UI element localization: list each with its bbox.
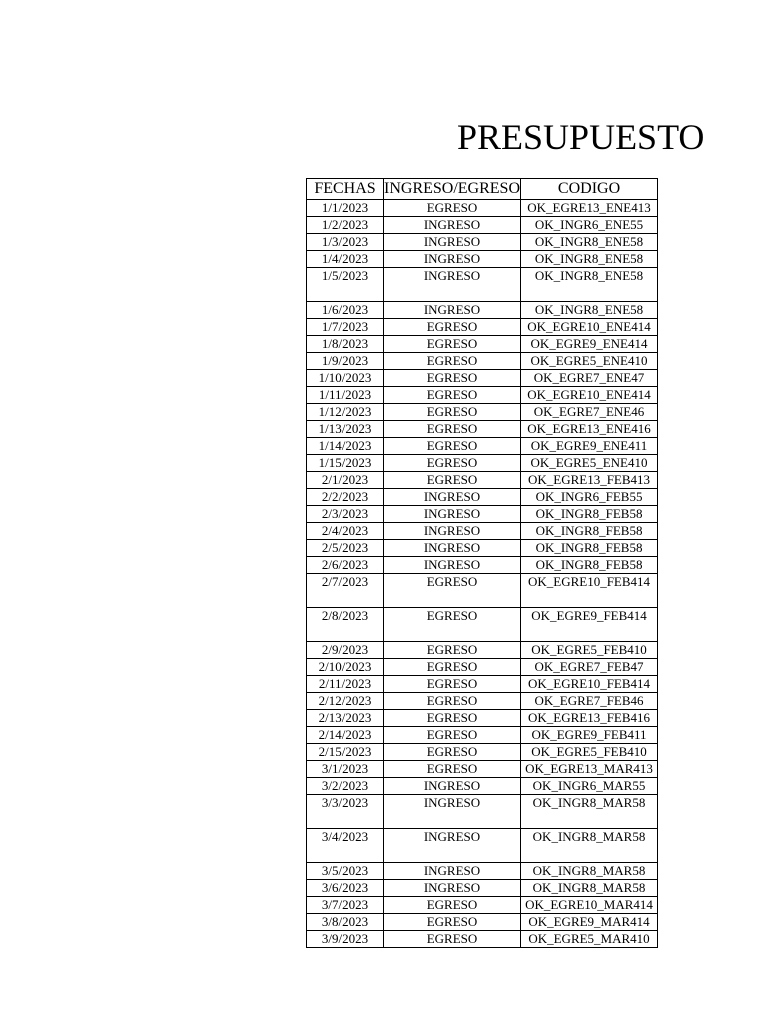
cell-fecha-text: 1/1/2023: [321, 200, 369, 215]
cell-codigo-text: OK_EGRE10_FEB414: [527, 676, 651, 691]
cell-fecha: [307, 234, 384, 251]
cell-codigo-text: OK_INGR8_MAR58: [532, 863, 646, 878]
table-row: [307, 489, 658, 506]
cell-fecha-text: 1/15/2023: [318, 455, 372, 470]
cell-codigo-text: OK_INGR8_MAR58: [532, 829, 646, 844]
cell-tipo: [384, 931, 521, 948]
cell-tipo: [384, 506, 521, 523]
cell-fecha: [307, 319, 384, 336]
cell-fecha-text: 1/8/2023: [321, 336, 369, 351]
table-row: [307, 931, 658, 948]
cell-codigo-text: OK_INGR8_FEB58: [535, 506, 643, 521]
cell-tipo: [384, 251, 521, 268]
table-row: [307, 370, 658, 387]
cell-codigo-text: OK_INGR8_FEB58: [535, 557, 643, 572]
cell-tipo-text: INGRESO: [423, 863, 481, 878]
cell-codigo: [521, 744, 658, 761]
cell-fecha-text: 2/13/2023: [318, 710, 372, 725]
cell-tipo: [384, 761, 521, 778]
cell-fecha: [307, 693, 384, 710]
cell-codigo: [521, 336, 658, 353]
cell-fecha: [307, 676, 384, 693]
cell-fecha: [307, 897, 384, 914]
cell-tipo: [384, 574, 521, 608]
cell-tipo-text: EGRESO: [426, 438, 478, 453]
cell-tipo: [384, 744, 521, 761]
cell-fecha: [307, 404, 384, 421]
cell-fecha-text: 2/1/2023: [321, 472, 369, 487]
table-row: [307, 302, 658, 319]
cell-codigo-text: OK_INGR6_FEB55: [535, 489, 643, 504]
cell-tipo-text: EGRESO: [426, 931, 478, 946]
cell-codigo-text: OK_INGR8_FEB58: [535, 540, 643, 555]
cell-tipo-text: EGRESO: [426, 404, 478, 419]
cell-tipo-text: INGRESO: [423, 778, 481, 793]
table-row: [307, 659, 658, 676]
cell-codigo: [521, 914, 658, 931]
cell-codigo-text: OK_EGRE5_ENE410: [530, 353, 648, 368]
table-row: [307, 404, 658, 421]
cell-codigo-text: OK_EGRE13_FEB416: [527, 710, 651, 725]
table-row: [307, 217, 658, 234]
cell-fecha-text: 3/3/2023: [321, 795, 369, 810]
cell-tipo-text: EGRESO: [426, 387, 478, 402]
cell-fecha-text: 1/13/2023: [318, 421, 372, 436]
header-tipo: [384, 179, 521, 200]
cell-tipo: [384, 404, 521, 421]
page-title: PRESUPUESTO: [457, 117, 705, 157]
cell-tipo-text: EGRESO: [426, 897, 478, 912]
cell-tipo: [384, 880, 521, 897]
cell-codigo: [521, 778, 658, 795]
cell-tipo: [384, 489, 521, 506]
cell-fecha: [307, 472, 384, 489]
cell-fecha: [307, 574, 384, 608]
cell-codigo-text: OK_EGRE10_FEB414: [527, 574, 651, 589]
cell-codigo: [521, 710, 658, 727]
cell-tipo: [384, 319, 521, 336]
cell-codigo-text: OK_EGRE13_FEB413: [527, 472, 651, 487]
cell-tipo: [384, 336, 521, 353]
cell-tipo: [384, 353, 521, 370]
header-fecha-label: FECHAS: [314, 180, 376, 197]
cell-tipo: [384, 268, 521, 302]
cell-fecha-text: 3/5/2023: [321, 863, 369, 878]
cell-codigo: [521, 693, 658, 710]
cell-fecha-text: 3/4/2023: [321, 829, 369, 844]
cell-codigo: [521, 302, 658, 319]
cell-codigo: [521, 863, 658, 880]
cell-codigo-text: OK_INGR8_MAR58: [532, 795, 646, 810]
cell-tipo-text: EGRESO: [426, 608, 478, 623]
cell-codigo-text: OK_EGRE7_FEB46: [534, 693, 644, 708]
cell-codigo-text: OK_INGR8_ENE58: [534, 251, 644, 266]
cell-codigo: [521, 200, 658, 217]
cell-tipo: [384, 897, 521, 914]
cell-fecha: [307, 557, 384, 574]
cell-fecha: [307, 200, 384, 217]
cell-tipo-text: INGRESO: [423, 540, 481, 555]
cell-tipo-text: INGRESO: [423, 557, 481, 572]
cell-fecha: [307, 302, 384, 319]
table-row: [307, 251, 658, 268]
cell-codigo-text: OK_EGRE5_FEB410: [531, 642, 647, 657]
table-row: [307, 319, 658, 336]
cell-fecha: [307, 829, 384, 863]
cell-codigo-text: OK_EGRE10_ENE414: [527, 319, 651, 334]
cell-tipo: [384, 829, 521, 863]
cell-tipo-text: EGRESO: [426, 710, 478, 725]
table-row: [307, 829, 658, 863]
cell-tipo: [384, 914, 521, 931]
cell-tipo: [384, 778, 521, 795]
header-row: [307, 179, 658, 200]
cell-fecha: [307, 353, 384, 370]
cell-fecha: [307, 914, 384, 931]
cell-tipo: [384, 370, 521, 387]
cell-tipo: [384, 302, 521, 319]
cell-fecha: [307, 710, 384, 727]
cell-tipo: [384, 472, 521, 489]
cell-tipo-text: EGRESO: [426, 336, 478, 351]
cell-codigo: [521, 897, 658, 914]
cell-codigo: [521, 659, 658, 676]
cell-fecha-text: 2/14/2023: [318, 727, 372, 742]
cell-tipo-text: EGRESO: [426, 472, 478, 487]
cell-codigo-text: OK_EGRE9_ENE411: [530, 438, 648, 453]
cell-tipo: [384, 693, 521, 710]
table-row: [307, 200, 658, 217]
cell-tipo-text: EGRESO: [426, 761, 478, 776]
table-row: [307, 608, 658, 642]
cell-codigo: [521, 574, 658, 608]
cell-codigo-text: OK_EGRE10_MAR414: [525, 897, 653, 912]
cell-fecha-text: 1/3/2023: [321, 234, 369, 249]
cell-fecha: [307, 506, 384, 523]
cell-tipo: [384, 540, 521, 557]
table-row: [307, 540, 658, 557]
table-row: [307, 778, 658, 795]
cell-codigo: [521, 795, 658, 829]
header-fecha: [307, 179, 384, 200]
cell-codigo-text: OK_INGR6_ENE55: [534, 217, 644, 232]
cell-codigo: [521, 676, 658, 693]
cell-tipo: [384, 642, 521, 659]
cell-codigo-text: OK_EGRE5_ENE410: [530, 455, 648, 470]
cell-codigo-text: OK_EGRE5_MAR410: [528, 931, 650, 946]
cell-codigo: [521, 540, 658, 557]
table-row: [307, 897, 658, 914]
cell-tipo-text: INGRESO: [423, 506, 481, 521]
cell-fecha: [307, 761, 384, 778]
cell-codigo-text: OK_EGRE13_ENE413: [527, 200, 651, 215]
cell-codigo-text: OK_INGR8_FEB58: [535, 523, 643, 538]
cell-fecha-text: 1/6/2023: [321, 302, 369, 317]
cell-fecha-text: 2/7/2023: [321, 574, 369, 589]
cell-codigo-text: OK_EGRE9_ENE414: [530, 336, 648, 351]
cell-fecha: [307, 778, 384, 795]
cell-codigo-text: OK_INGR8_ENE58: [534, 302, 644, 317]
cell-codigo-text: OK_EGRE7_FEB47: [534, 659, 644, 674]
table-row: [307, 387, 658, 404]
cell-codigo: [521, 761, 658, 778]
table-row: [307, 336, 658, 353]
cell-codigo: [521, 251, 658, 268]
cell-fecha: [307, 387, 384, 404]
cell-fecha-text: 2/3/2023: [321, 506, 369, 521]
cell-fecha: [307, 370, 384, 387]
cell-fecha-text: 2/12/2023: [318, 693, 372, 708]
cell-codigo: [521, 234, 658, 251]
cell-tipo-text: EGRESO: [426, 574, 478, 589]
cell-codigo: [521, 489, 658, 506]
cell-fecha-text: 2/15/2023: [318, 744, 372, 759]
cell-fecha: [307, 455, 384, 472]
cell-fecha-text: 2/5/2023: [321, 540, 369, 555]
cell-codigo-text: OK_EGRE9_FEB414: [531, 608, 647, 623]
cell-tipo-text: INGRESO: [423, 523, 481, 538]
cell-codigo: [521, 557, 658, 574]
table-row: [307, 710, 658, 727]
cell-fecha-text: 3/8/2023: [321, 914, 369, 929]
cell-fecha-text: 3/9/2023: [321, 931, 369, 946]
cell-fecha-text: 2/4/2023: [321, 523, 369, 538]
table-row: [307, 880, 658, 897]
cell-tipo-text: EGRESO: [426, 370, 478, 385]
cell-codigo: [521, 268, 658, 302]
cell-codigo-text: OK_EGRE9_FEB411: [531, 727, 647, 742]
table-header: [307, 179, 658, 200]
cell-codigo-text: OK_EGRE13_ENE416: [527, 421, 651, 436]
cell-codigo: [521, 506, 658, 523]
cell-codigo: [521, 217, 658, 234]
cell-fecha-text: 3/1/2023: [321, 761, 369, 776]
cell-fecha: [307, 336, 384, 353]
cell-tipo-text: EGRESO: [426, 676, 478, 691]
cell-codigo: [521, 608, 658, 642]
cell-tipo: [384, 387, 521, 404]
cell-fecha: [307, 931, 384, 948]
cell-tipo: [384, 608, 521, 642]
cell-tipo: [384, 523, 521, 540]
table-row: [307, 506, 658, 523]
cell-codigo: [521, 931, 658, 948]
cell-fecha: [307, 251, 384, 268]
cell-tipo-text: EGRESO: [426, 421, 478, 436]
title-area: [300, 112, 705, 162]
cell-tipo-text: EGRESO: [426, 642, 478, 657]
cell-fecha-text: 2/6/2023: [321, 557, 369, 572]
table-row: [307, 795, 658, 829]
cell-fecha: [307, 217, 384, 234]
table-row: [307, 455, 658, 472]
cell-tipo-text: INGRESO: [423, 489, 481, 504]
cell-fecha: [307, 642, 384, 659]
budget-table: [306, 178, 658, 948]
cell-codigo: [521, 438, 658, 455]
cell-tipo: [384, 863, 521, 880]
cell-fecha-text: 2/8/2023: [321, 608, 369, 623]
cell-codigo: [521, 880, 658, 897]
cell-codigo: [521, 421, 658, 438]
cell-tipo: [384, 727, 521, 744]
cell-tipo: [384, 234, 521, 251]
header-codigo: [521, 179, 658, 200]
cell-tipo: [384, 676, 521, 693]
cell-fecha: [307, 744, 384, 761]
cell-fecha: [307, 489, 384, 506]
cell-codigo: [521, 455, 658, 472]
cell-fecha: [307, 659, 384, 676]
table-row: [307, 693, 658, 710]
cell-codigo-text: OK_INGR8_MAR58: [532, 880, 646, 895]
cell-fecha: [307, 540, 384, 557]
cell-tipo-text: EGRESO: [426, 353, 478, 368]
cell-codigo: [521, 404, 658, 421]
cell-tipo: [384, 217, 521, 234]
cell-tipo: [384, 200, 521, 217]
cell-fecha: [307, 421, 384, 438]
table-row: [307, 234, 658, 251]
cell-tipo: [384, 438, 521, 455]
cell-fecha-text: 3/7/2023: [321, 897, 369, 912]
cell-tipo-text: EGRESO: [426, 693, 478, 708]
table-row: [307, 438, 658, 455]
cell-codigo-text: OK_EGRE13_MAR413: [525, 761, 653, 776]
table-row: [307, 642, 658, 659]
cell-fecha-text: 1/12/2023: [318, 404, 372, 419]
cell-fecha: [307, 880, 384, 897]
table-row: [307, 421, 658, 438]
cell-codigo: [521, 353, 658, 370]
cell-tipo-text: EGRESO: [426, 914, 478, 929]
cell-codigo: [521, 523, 658, 540]
cell-codigo-text: OK_INGR8_ENE58: [534, 268, 644, 283]
cell-fecha: [307, 727, 384, 744]
table-row: [307, 676, 658, 693]
table-row: [307, 523, 658, 540]
cell-tipo: [384, 557, 521, 574]
table-row: [307, 268, 658, 302]
header-tipo-label: INGRESO/EGRESO: [384, 180, 521, 197]
cell-tipo: [384, 795, 521, 829]
cell-fecha-text: 2/9/2023: [321, 642, 369, 657]
cell-tipo: [384, 659, 521, 676]
cell-codigo-text: OK_INGR8_ENE58: [534, 234, 644, 249]
cell-tipo-text: INGRESO: [423, 795, 481, 810]
header-codigo-label: CODIGO: [557, 180, 621, 197]
table-row: [307, 727, 658, 744]
cell-tipo: [384, 455, 521, 472]
cell-tipo-text: EGRESO: [426, 200, 478, 215]
cell-tipo-text: INGRESO: [423, 234, 481, 249]
cell-fecha-text: 1/9/2023: [321, 353, 369, 368]
cell-tipo-text: INGRESO: [423, 268, 481, 283]
cell-tipo-text: INGRESO: [423, 217, 481, 232]
cell-fecha-text: 2/2/2023: [321, 489, 369, 504]
cell-fecha-text: 2/10/2023: [318, 659, 372, 674]
cell-codigo: [521, 642, 658, 659]
cell-tipo-text: EGRESO: [426, 659, 478, 674]
cell-codigo-text: OK_EGRE7_ENE46: [533, 404, 645, 419]
cell-tipo-text: INGRESO: [423, 829, 481, 844]
cell-codigo-text: OK_EGRE9_MAR414: [528, 914, 650, 929]
cell-tipo-text: EGRESO: [426, 744, 478, 759]
cell-fecha: [307, 268, 384, 302]
table-row: [307, 574, 658, 608]
cell-fecha-text: 1/2/2023: [321, 217, 369, 232]
cell-tipo: [384, 710, 521, 727]
table-row: [307, 557, 658, 574]
table-row: [307, 761, 658, 778]
cell-codigo: [521, 370, 658, 387]
cell-codigo-text: OK_INGR6_MAR55: [532, 778, 646, 793]
table-row: [307, 863, 658, 880]
cell-tipo-text: EGRESO: [426, 319, 478, 334]
cell-fecha: [307, 523, 384, 540]
cell-tipo-text: INGRESO: [423, 302, 481, 317]
cell-fecha-text: 1/5/2023: [321, 268, 369, 283]
cell-codigo-text: OK_EGRE10_ENE414: [527, 387, 651, 402]
table-row: [307, 472, 658, 489]
cell-fecha: [307, 438, 384, 455]
cell-codigo: [521, 829, 658, 863]
cell-codigo-text: OK_EGRE5_FEB410: [531, 744, 647, 759]
cell-fecha-text: 1/7/2023: [321, 319, 369, 334]
table-body: [307, 200, 658, 948]
cell-tipo: [384, 421, 521, 438]
cell-codigo-text: OK_EGRE7_ENE47: [533, 370, 645, 385]
cell-tipo-text: INGRESO: [423, 251, 481, 266]
cell-fecha-text: 1/14/2023: [318, 438, 372, 453]
cell-codigo: [521, 387, 658, 404]
table-row: [307, 914, 658, 931]
cell-fecha-text: 1/10/2023: [318, 370, 372, 385]
cell-fecha: [307, 795, 384, 829]
cell-fecha-text: 2/11/2023: [318, 676, 372, 691]
cell-codigo: [521, 727, 658, 744]
cell-fecha-text: 1/11/2023: [318, 387, 372, 402]
cell-codigo: [521, 472, 658, 489]
cell-fecha: [307, 608, 384, 642]
table-row: [307, 744, 658, 761]
cell-tipo-text: INGRESO: [423, 880, 481, 895]
cell-fecha-text: 3/6/2023: [321, 880, 369, 895]
cell-codigo: [521, 319, 658, 336]
cell-fecha: [307, 863, 384, 880]
table-row: [307, 353, 658, 370]
cell-fecha-text: 1/4/2023: [321, 251, 369, 266]
cell-fecha-text: 3/2/2023: [321, 778, 369, 793]
cell-tipo-text: EGRESO: [426, 455, 478, 470]
cell-tipo-text: EGRESO: [426, 727, 478, 742]
